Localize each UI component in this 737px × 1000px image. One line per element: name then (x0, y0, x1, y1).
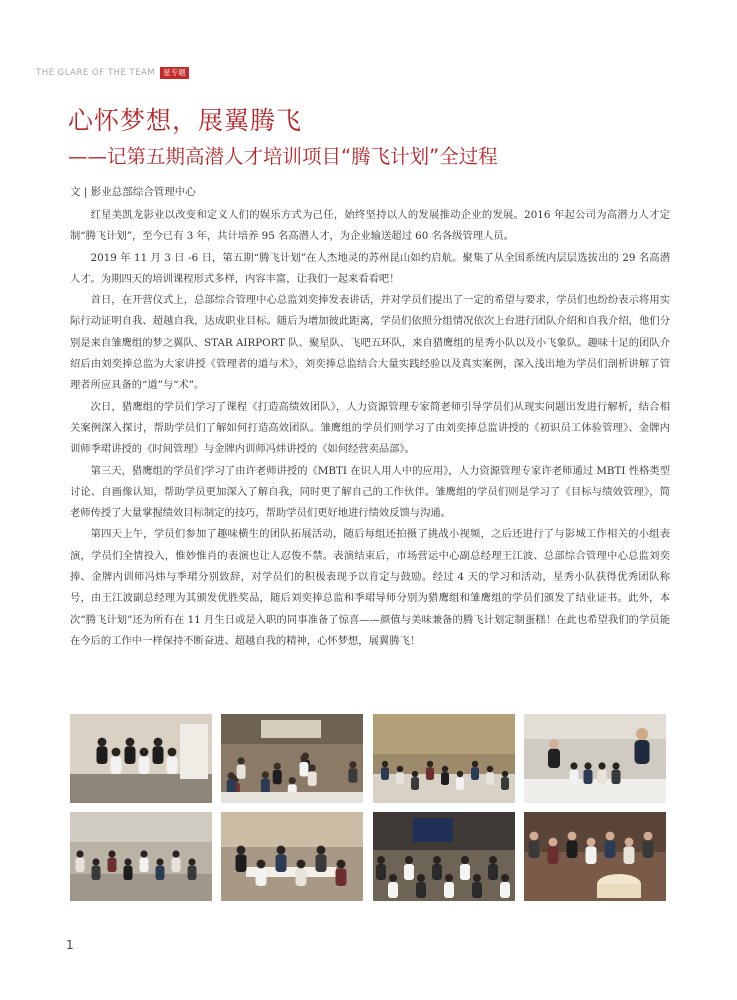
article-subtitle: ——记第五期高潜人才培训项目“腾飞计划”全过程 (68, 145, 498, 168)
photo-presenter (524, 714, 666, 803)
photo-conference-hall (373, 714, 515, 803)
section-tag: 星专题 (160, 67, 189, 79)
article-body (70, 205, 670, 652)
photo-workshop (221, 812, 363, 901)
byline: 文 | 影业总部综合管理中心 (70, 186, 196, 198)
series-title: THE GLARE OF THE TEAM (36, 68, 156, 78)
photo-group-discussion (70, 812, 212, 901)
paragraph-4: 次日，猎鹰组的学员们学习了课程《打造高绩效团队》，人力资源管理专家简老师引导学员们从现实问题出发进行解析，结合相关案例深入探讨，帮助学员们了解如何打造高效团队。雏鹰组的学员们则学习了由刘奕捧总监讲授的《初识员工体验管理》、金牌内训师季珺讲授的《时间管理》与金牌内训师冯炜讲授的《如何经营卖品部》。 (70, 400, 670, 456)
photo-team-pose (70, 714, 212, 803)
photo-gallery (70, 714, 666, 901)
paragraph-1: 红星美凯龙影业以改变和定义人们的娱乐方式为己任，始终坚持以人的发展推动企业的发展。2016 年起公司为高潜力人才定制“腾飞计划”，至今已有 3 年，共计培养 95 名高潜人才，为企业输送超过 60 名各级管理人员。 (70, 209, 670, 243)
photo-stage-audience (373, 812, 515, 901)
article-title: 心怀梦想，展翼腾飞 (68, 106, 303, 135)
photo-birthday-cake (524, 812, 666, 901)
paragraph-2: 2019 年 11 月 3 日 -6 日，第五期“腾飞计划”在人杰地灵的苏州昆山如约启航。聚集了从全国系统内层层选拔出的 29 名高潜人才。为期四天的培训课程形式多样，内容丰富，让我们一起来看看吧！ (70, 251, 670, 285)
paragraph-6: 第四天上午，学员们参加了趣味横生的团队拓展活动，随后每组还拍摄了挑战小视频，之后还进行了与影城工作相关的小组表演，学员们全情投入，惟妙惟肖的表演也让人忍俊不禁。表演结束后，市场营运中心副总经理王江波、总部综合管理中心总监刘奕捧、金牌内训师冯炜与季珺分别致辞，对学员们的积极表现予以肯定与鼓励。经过 4 天的学习和活动，星秀小队获得优秀团队称号，由王江波副总经理为其颁发优胜奖品，随后刘奕捧总监和季珺导师分别为猎鹰组和雏鹰组的学员们颁发了结业证书。此外，本次“腾飞计划”还为所有在 11 月生日或是入职的同事准备了惊喜——颜值与美味兼备的腾飞计划定制蛋糕！在此也希望我们的学员能在今后的工作中一样保持不断奋进、超越自我的精神，心怀梦想，展翼腾飞！ (70, 528, 670, 647)
photo-classroom-raised-hands (221, 714, 363, 803)
paragraph-5: 第三天，猎鹰组的学员们学习了由许老师讲授的《MBTI 在识人用人中的应用》，人力资源管理专家许老师通过 MBTI 性格类型讨论、自画像认知，帮助学员更加深入了解自我，同时更了解自己的工作伙伴。雏鹰组的学员们则是学习了《目标与绩效管理》，简老师传授了大量掌握绩效目标制定的技巧，帮助学员们更好地进行绩效反馈与沟通。 (70, 464, 670, 520)
section-header (36, 66, 189, 80)
page-number: 1 (66, 938, 74, 952)
paragraph-3: 首日，在开营仪式上，总部综合管理中心总监刘奕捧发表讲话，并对学员们提出了一定的希望与要求，学员们也纷纷表示将用实际行动证明自我、超越自我，达成职业目标。随后为增加彼此距离，学员们依照分组情况依次上台进行团队介绍和自我介绍，他们分别是来自雏鹰组的梦之翼队、STAR AIRPORT 队、聚星队、飞吧五环队，来自猎鹰组的星秀小队以及小飞象队。趣味十足的团队介绍后由刘奕捧总监为大家讲授《管理者的道与术》，刘奕捧总监结合大量实践经验以及真实案例，深入浅出地为学员们剖析讲解了管理者所应具备的“道”与“术”。 (70, 294, 670, 392)
